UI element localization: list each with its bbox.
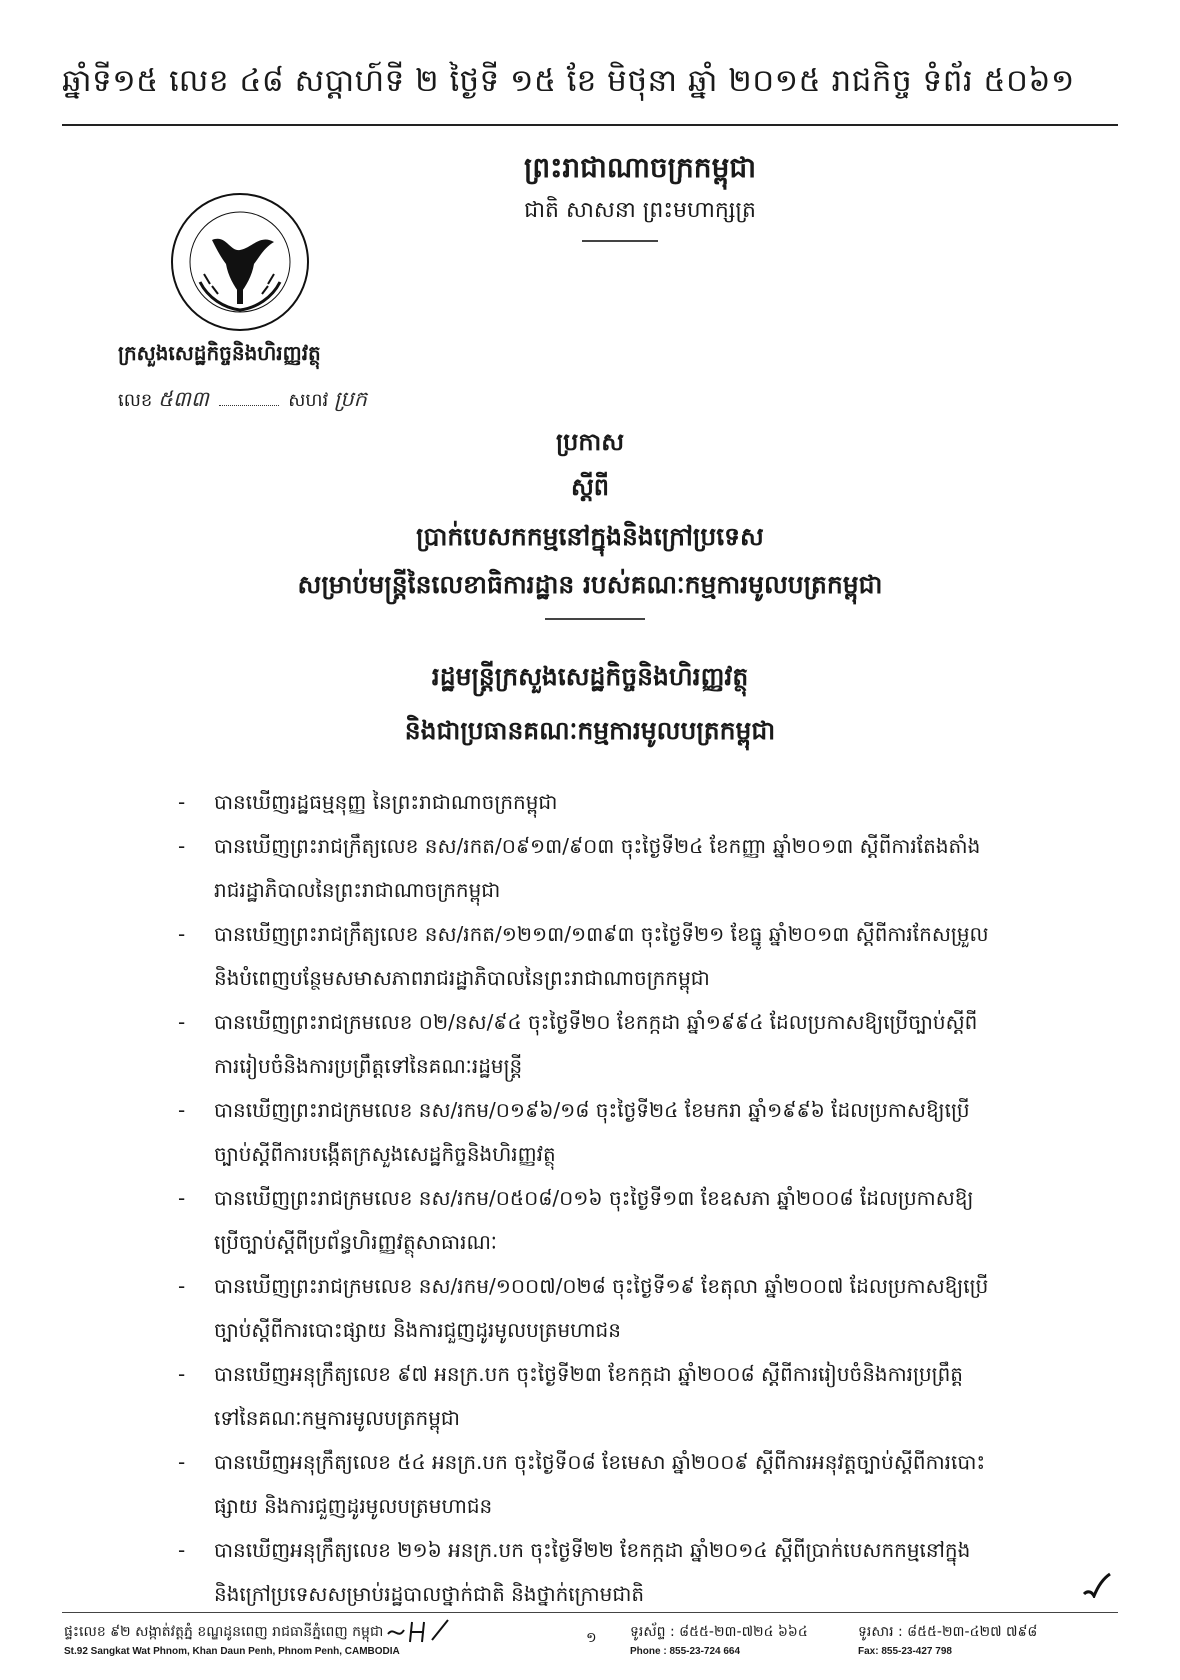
kingdom-motto: ជាតិ សាសនា ព្រះមហាក្សត្រ <box>524 198 756 223</box>
footer-rule <box>62 1612 1118 1613</box>
list-item: - បានឃើញព្រះរាជក្រឹត្យលេខ នស/រកត/១២១៣/១៣៩៣ ចុះថ្ងៃទី២១ ខែធ្នូ ឆ្នាំ២០១៣ ស្តីពីការកែសម្រួល និងបំពេញបន្ថែមសមាសភាពរាជរដ្ឋាភិបាលនៃព្រះរាជាណាចក្រកម្ពុជា <box>178 922 989 990</box>
list-item: - បានឃើញព្រះរាជក្រមលេខ នស/រកម/១០០៧/០២៨ ចុះថ្ងៃទី១៩ ខែតុលា ឆ្នាំ២០០៧ ដែលប្រកាសឱ្យប្រើ ច្បាប់ស្តីពីការបោះផ្សាយ និងការជួញដូរមូលបត្រមហាជន <box>178 1274 989 1342</box>
footer-address-km: ផ្ទះលេខ ៩២ សង្កាត់វត្តភ្នំ ខណ្ឌដូនពេញ រាជធានីភ្នំពេញ កម្ពុជា <box>64 1624 384 1640</box>
ref-number: ៥៣៣ <box>158 387 209 411</box>
document-title-line2: សម្រាប់មន្ត្រីនៃលេខាធិការដ្ឋាន របស់គណៈកម្មការមូលបត្រកម្ពុជា <box>297 570 883 599</box>
ref-suffix: ប្រក <box>333 387 367 411</box>
list-item: - បានឃើញព្រះរាជក្រឹត្យលេខ នស/រកត/០៩១៣/៩០៣ ចុះថ្ងៃទី២៤ ខែកញ្ញា ឆ្នាំ២០១៣ ស្តីពីការតែងតាំង រាជរដ្ឋាភិបាលនៃព្រះរាជាណាចក្រកម្ពុជា <box>178 834 981 902</box>
authority-line2: និងជាប្រធានគណៈកម្មការមូលបត្រកម្ពុជា <box>404 716 776 745</box>
list-item: - បានឃើញព្រះរាជក្រមលេខ ០២/នស/៩៤ ចុះថ្ងៃទី២០ ខែកក្កដា ឆ្នាំ១៩៩៤ ដែលប្រកាសឱ្យប្រើច្បាប់ស្តីពី ការរៀបចំនិងការប្រព្រឹត្តទៅនៃគណៈរដ្ឋមន្ត្រី <box>178 1010 978 1078</box>
ref-label: លេខ <box>118 390 153 411</box>
checkmark-icon <box>1082 1572 1112 1598</box>
list-item: - បានឃើញរដ្ឋធម្មនុញ្ញ នៃព្រះរាជាណាចក្រកម្ពុជា <box>178 790 558 814</box>
footer-fax-km: ទូរសារ : ៨៥៥-២៣-៤២៧ ៧៩៨ <box>858 1624 1038 1640</box>
ref-suffix-label: សហវ <box>288 390 329 411</box>
footer-phone-en: Phone : 855-23-724 664 <box>630 1646 741 1657</box>
list-item: - បានឃើញព្រះរាជក្រមលេខ នស/រកម/០៥០៨/០១៦ ចុះថ្ងៃទី១៣ ខែឧសភា ឆ្នាំ២០០៨ ដែលប្រកាសឱ្យ ប្រើច្បាប់ស្តីពីប្រព័ន្ធហិរញ្ញវត្ថុសាធារណៈ <box>178 1186 974 1254</box>
footer-address-en: St.92 Sangkat Wat Phnom, Khan Daun Penh, Phnom Penh, CAMBODIA <box>64 1646 400 1657</box>
motto-ornament <box>582 240 658 242</box>
kingdom-name: ព្រះរាជាណាចក្រកម្ពុជា <box>523 151 756 184</box>
list-item: - បានឃើញអនុក្រឹត្យលេខ ៥៤ អនក្រ.បក ចុះថ្ងៃទី០៨ ខែមេសា ឆ្នាំ២០០៩ ស្តីពីការអនុវត្តច្បាប់ស្តីពីការបោះ ផ្សាយ និងការជួញដូរមូលបត្រមហាជន <box>178 1450 986 1518</box>
footer-phone-km: ទូរស័ព្ទ : ៨៥៥-២៣-៧២៤ ៦៦៤ <box>630 1624 808 1640</box>
list-item: - បានឃើញអនុក្រឹត្យលេខ ២១៦ អនក្រ.បក ចុះថ្ងៃទី២២ ខែកក្កដា ឆ្នាំ២០១៤ ស្តីពីប្រាក់បេសកកម្មនៅក្នុង និងក្រៅប្រទេសសម្រាប់រដ្ឋបាលថ្នាក់ជាតិ និងថ្នាក់ក្រោមជាតិ <box>178 1538 971 1606</box>
header-rule <box>62 124 1118 126</box>
document-type: ប្រកាស <box>555 428 625 456</box>
list-item: - បានឃើញព្រះរាជក្រមលេខ នស/រកម/០១៩៦/១៨ ចុះថ្ងៃទី២៤ ខែមករា ឆ្នាំ១៩៩៦ ដែលប្រកាសឱ្យប្រើ ច្បាប់ស្តីពីការបង្កើតក្រសួងសេដ្ឋកិច្ចនិងហិរញ្ញវត្ថុ <box>178 1098 970 1166</box>
document-title-line1: ប្រាក់បេសកកម្មនៅក្នុងនិងក្រៅប្រទេស <box>416 522 764 551</box>
reference-number-line <box>118 386 448 417</box>
ministry-seal-icon <box>168 190 312 334</box>
page-number: ១ <box>586 1630 597 1646</box>
gazette-header: ឆ្នាំទី១៥ លេខ ៤៨ សប្តាហ៍ទី ២ ថ្ងៃទី ១៥ ខែ មិថុនា ឆ្នាំ ២០១៥ រាជកិច្ច ទំព័រ ៥០៦១ <box>62 63 1075 99</box>
footer-fax-en: Fax: 855-23-427 798 <box>858 1646 952 1657</box>
list-item: - បានឃើញអនុក្រឹត្យលេខ ៩៧ អនក្រ.បក ចុះថ្ងៃទី២៣ ខែកក្កដា ឆ្នាំ២០០៨ ស្តីពីការរៀបចំនិងការប្រព្រឹត្ត ទៅនៃគណៈកម្មការមូលបត្រកម្ពុជា <box>178 1362 963 1430</box>
authority-line1: រដ្ឋមន្ត្រីក្រសួងសេដ្ឋកិច្ចនិងហិរញ្ញវត្ថុ <box>431 662 749 691</box>
reference-list <box>178 780 1058 1616</box>
ref-dots <box>219 405 279 406</box>
ministry-name: ក្រសួងសេដ្ឋកិច្ចនិងហិរញ្ញវត្ថុ <box>118 341 321 365</box>
document-about: ស្តីពី <box>570 473 610 501</box>
initials-signature-icon <box>384 1618 494 1644</box>
title-ornament <box>545 618 645 620</box>
